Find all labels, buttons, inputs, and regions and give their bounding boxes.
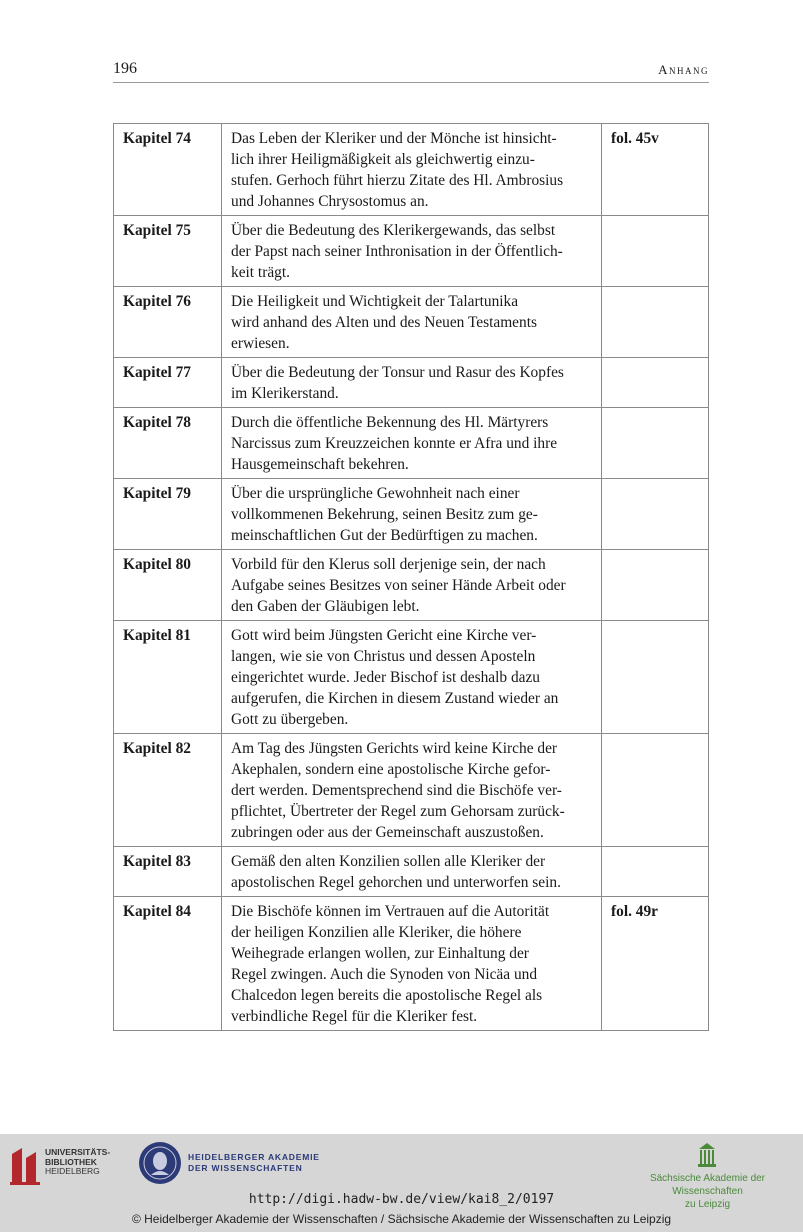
- summary-line: Die Bischöfe können im Vertrauen auf die Autorität: [231, 903, 550, 920]
- chapter-label: Kapitel 81: [114, 621, 222, 734]
- summary-line: erwiesen.: [231, 335, 290, 352]
- summary-line: verbindliche Regel für die Kleriker fest.: [231, 1008, 478, 1025]
- summary-line: Über die Bedeutung des Klerikergewands, das selbst: [231, 222, 556, 239]
- summary-line: Regel zwingen. Auch die Synoden von Nicäa und: [231, 966, 538, 983]
- summary-line: zubringen oder aus der Gemeinschaft auszustoßen.: [231, 824, 544, 841]
- table-row: [114, 550, 709, 621]
- summary-line: Hausgemeinschaft bekehren.: [231, 456, 409, 473]
- chapter-summary: [222, 287, 602, 358]
- chapter-table-body: [114, 124, 709, 1031]
- chapter-label: Kapitel 82: [114, 734, 222, 847]
- chapter-table: [113, 123, 709, 1031]
- summary-line: Aufgabe seines Besitzes von seiner Hände Arbeit oder: [231, 577, 566, 594]
- chapter-summary: [222, 897, 602, 1031]
- chapter-summary: [222, 216, 602, 287]
- summary-line: aufgerufen, die Kirchen in diesem Zustand wieder an: [231, 690, 559, 707]
- chapter-label: Kapitel 80: [114, 550, 222, 621]
- chapter-summary: [222, 847, 602, 897]
- table-row: [114, 124, 709, 216]
- summary-line: langen, wie sie von Christus und dessen Aposteln: [231, 648, 536, 665]
- chapter-summary: [222, 621, 602, 734]
- running-title: Anhang: [658, 62, 709, 77]
- hadw-line: DER WISSENSCHAFTEN: [188, 1163, 303, 1173]
- ub-line: HEIDELBERG: [45, 1166, 100, 1176]
- folio-reference: [602, 287, 709, 358]
- folio-reference: fol. 45v: [602, 124, 709, 216]
- summary-line: vollkommenen Bekehrung, seinen Besitz zum ge-: [231, 506, 538, 523]
- summary-line: Über die ursprüngliche Gewohnheit nach einer: [231, 485, 520, 502]
- summary-line: Gott zu übergeben.: [231, 711, 349, 728]
- summary-line: meinschaftlichen Gut der Bedürftigen zu machen.: [231, 527, 538, 544]
- summary-line: den Gaben der Gläubigen lebt.: [231, 598, 420, 615]
- summary-line: Gemäß den alten Konzilien sollen alle Kleriker der: [231, 853, 546, 870]
- table-row: [114, 897, 709, 1031]
- copyright-notice: © Heidelberger Akademie der Wissenschaften / Sächsische Akademie der Wissenschaften zu Leipzig: [131, 1212, 672, 1226]
- summary-line: keit trägt.: [231, 264, 290, 281]
- summary-line: stufen. Gerhoch führt hierzu Zitate des Hl. Ambrosius: [231, 172, 564, 189]
- folio-reference: [602, 408, 709, 479]
- folio-reference: [602, 216, 709, 287]
- heidelberg-academy-name: [188, 1152, 320, 1174]
- table-row: [114, 734, 709, 847]
- folio-reference: [602, 847, 709, 897]
- summary-line: eingerichtet wurde. Jeder Bischof ist deshalb dazu: [231, 669, 540, 686]
- summary-line: der Papst nach seiner Inthronisation in der Öffentlich-: [231, 243, 563, 260]
- chapter-summary: [222, 358, 602, 408]
- chapter-summary: [222, 550, 602, 621]
- summary-line: apostolischen Regel gehorchen und unterworfen sein.: [231, 874, 561, 891]
- summary-line: wird anhand des Alten und des Neuen Testaments: [231, 314, 537, 331]
- chapter-label: Kapitel 76: [114, 287, 222, 358]
- chapter-summary: [222, 408, 602, 479]
- summary-line: Akephalen, sondern eine apostolische Kirche gefor-: [231, 761, 551, 778]
- folio-reference: [602, 358, 709, 408]
- folio-reference: [602, 550, 709, 621]
- summary-line: der heiligen Konzilien alle Kleriker, die höhere: [231, 924, 522, 941]
- summary-line: Am Tag des Jüngsten Gerichts wird keine Kirche der: [231, 740, 558, 757]
- summary-line: pflichtet, Übertreter der Regel zum Gehorsam zurück-: [231, 803, 565, 820]
- summary-line: Weihegrade erlangen wollen, zur Einhaltung der: [231, 945, 529, 962]
- table-row: [114, 621, 709, 734]
- summary-line: und Johannes Chrysostomus an.: [231, 193, 429, 210]
- summary-line: dert werden. Dementsprechend sind die Bischöfe ver-: [231, 782, 562, 799]
- saxon-academy-building-icon: [697, 1142, 717, 1168]
- folio-reference: fol. 49r: [602, 897, 709, 1031]
- summary-line: Chalcedon legen bereits die apostolische Regel als: [231, 987, 543, 1004]
- folio-reference: [602, 479, 709, 550]
- folio-reference: [602, 621, 709, 734]
- hadw-line: HEIDELBERGER AKADEMIE: [188, 1152, 320, 1162]
- chapter-label: Kapitel 74: [114, 124, 222, 216]
- university-library-name: [45, 1148, 110, 1177]
- page-number: 196: [113, 60, 137, 77]
- table-row: [114, 408, 709, 479]
- summary-line: lich ihrer Heiligmäßigkeit als gleichwertig einzu-: [231, 151, 535, 168]
- table-row: [114, 216, 709, 287]
- table-row: [114, 358, 709, 408]
- summary-line: Über die Bedeutung der Tonsur und Rasur des Kopfes: [231, 364, 564, 381]
- chapter-label: Kapitel 78: [114, 408, 222, 479]
- summary-line: Das Leben der Kleriker und der Mönche ist hinsicht-: [231, 130, 557, 147]
- chapter-summary: [222, 124, 602, 216]
- chapter-summary: [222, 479, 602, 550]
- header-rule: [113, 82, 709, 83]
- university-library-logo-icon: [8, 1144, 42, 1186]
- table-row: [114, 847, 709, 897]
- chapter-summary: [222, 734, 602, 847]
- summary-line: Vorbild für den Klerus soll derjenige sein, der nach: [231, 556, 546, 573]
- chapter-label: Kapitel 84: [114, 897, 222, 1031]
- chapter-label: Kapitel 83: [114, 847, 222, 897]
- saw-line: Sächsische Akademie der Wissenschaften: [649, 1173, 766, 1197]
- folio-reference: [602, 734, 709, 847]
- permalink-url[interactable]: http://digi.hadw-bw.de/view/kai8_2/0197: [248, 1192, 555, 1207]
- table-row: [114, 287, 709, 358]
- chapter-label: Kapitel 75: [114, 216, 222, 287]
- table-row: [114, 479, 709, 550]
- summary-line: Durch die öffentliche Bekennung des Hl. Märtyrers: [231, 414, 549, 431]
- footer-bar: [0, 1134, 803, 1232]
- academy-seal-icon: [139, 1142, 181, 1184]
- summary-line: im Klerikerstand.: [231, 385, 339, 402]
- chapter-label: Kapitel 77: [114, 358, 222, 408]
- summary-line: Die Heiligkeit und Wichtigkeit der Talartunika: [231, 293, 519, 310]
- saw-line: zu Leipzig: [684, 1199, 731, 1210]
- summary-line: Narcissus zum Kreuzzeichen konnte er Afra und ihre: [231, 435, 558, 452]
- chapter-label: Kapitel 79: [114, 479, 222, 550]
- ub-line: BIBLIOTHEK: [45, 1156, 97, 1167]
- summary-line: Gott wird beim Jüngsten Gericht eine Kirche ver-: [231, 627, 537, 644]
- ub-line: UNIVERSITÄTS-: [45, 1147, 111, 1157]
